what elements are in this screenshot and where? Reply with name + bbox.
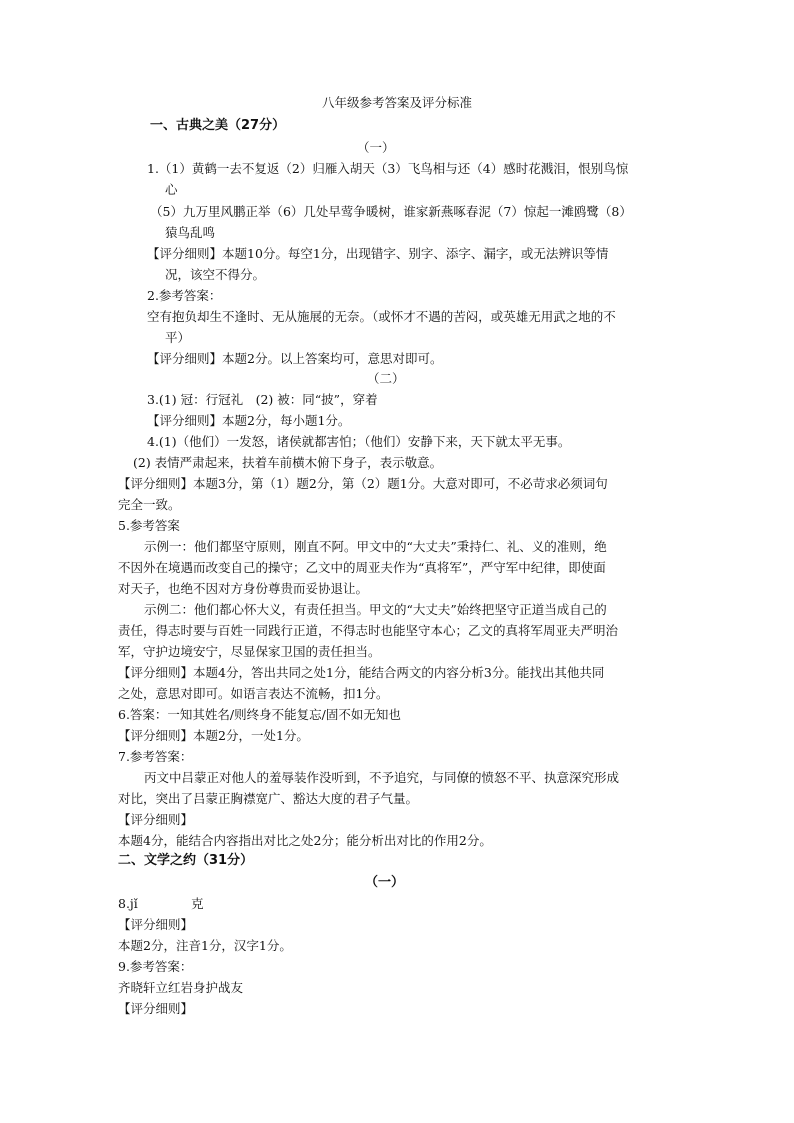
- section-2-heading: 二、文学之约（31分）: [118, 853, 254, 868]
- q3-answer: 3.(1) 冠：行冠礼 (2) 被：同“披”，穿着: [147, 392, 378, 407]
- q7-answer-line-2: 对比，突出了吕蒙正胸襟宽广、豁达大度的君子气量。: [118, 791, 419, 806]
- q8-scoring-rule-heading: 【评分细则】: [118, 917, 194, 932]
- q2-heading: 2.参考答案：: [147, 288, 222, 303]
- q8-scoring-rule: 本题2分，注音1分，汉字1分。: [118, 938, 292, 953]
- q7-heading: 7.参考答案：: [118, 749, 193, 764]
- q1-answer-line-1: 1.（1）黄鹤一去不复返（2）归雁入胡天（3）飞鸟相与还（4）感时花溅泪，恨别鸟惊: [147, 161, 629, 176]
- q2-scoring-rule: 【评分细则】本题2分。以上答案均可，意思对即可。: [147, 351, 443, 366]
- q4-answer-line-1: 4.(1)（他们）一发怒，诸侯就都害怕；（他们）安静下来，天下就太平无事。: [147, 434, 571, 449]
- q9-scoring-rule-heading: 【评分细则】: [118, 1001, 194, 1016]
- q1-answer-line-4: 猿鸟乱鸣: [165, 225, 216, 240]
- q8-answer-pinyin: 8.jǐ: [118, 896, 138, 911]
- q4-scoring-rule-line-1: 【评分细则】本题3分，第（1）题2分，第（2）题1分。大意对即可，不必苛求必须词句: [118, 476, 608, 491]
- q4-answer-line-2: (2) 表情严肃起来，扶着车前横木俯下身子，表示敬意。: [133, 455, 443, 470]
- q3-scoring-rule: 【评分细则】本题2分，每小题1分。: [147, 413, 351, 428]
- q1-answer-line-3: （5）九万里风鹏正举（6）几处早莺争暖树，谁家新燕啄春泥（7）惊起一滩鸥鹭（8）: [150, 204, 632, 219]
- q5-scoring-rule-line-2: 之处，意思对即可。如语言表达不流畅，扣1分。: [118, 686, 389, 701]
- q7-scoring-rule-heading: 【评分细则】: [118, 812, 194, 827]
- q7-answer-line-1: 丙文中吕蒙正对他人的羞辱装作没听到，不予追究，与同僚的愤怒不平、执意深究形成: [144, 770, 620, 785]
- q9-heading: 9.参考答案：: [118, 959, 193, 974]
- section-1-part-1-label: （一）: [357, 140, 395, 155]
- q8-answer-character: 克: [191, 896, 204, 911]
- q4-scoring-rule-line-2: 完全一致。: [118, 497, 181, 512]
- q2-answer-line-1: 空有抱负却生不逢时、无从施展的无奈。（或怀才不遇的苦闷，或英雄无用武之地的不: [147, 309, 616, 324]
- q1-answer-line-2: 心: [165, 182, 178, 197]
- q5-example-2-line-3: 军，守护边境安宁，尽显保家卫国的责任担当。: [118, 644, 381, 659]
- q5-example-1-line-1: 示例一：他们都坚守原则，刚直不阿。甲文中的“大丈夫”秉持仁、礼、义的准则，绝: [144, 539, 607, 554]
- q5-heading: 5.参考答案: [118, 518, 180, 533]
- q5-example-2-line-1: 示例二：他们都心怀大义，有责任担当。甲文的“大丈夫”始终把坚守正道当成自己的: [144, 602, 607, 617]
- q5-example-2-line-2: 责任，得志时要与百姓一同践行正道，不得志时也能坚守本心；乙文的真将军周亚夫严明治: [118, 623, 619, 638]
- q6-scoring-rule: 【评分细则】本题2分，一处1分。: [118, 728, 309, 743]
- q7-scoring-rule: 本题4分，能结合内容指出对比之处2分；能分析出对比的作用2分。: [118, 833, 492, 848]
- q5-scoring-rule-line-1: 【评分细则】本题4分，答出共同之处1分，能结合两文的内容分析3分。能找出其他共同: [118, 665, 605, 680]
- q1-scoring-rule-line-1: 【评分细则】本题10分。每空1分，出现错字、别字、添字、漏字，或无法辨识等情: [147, 246, 609, 261]
- q1-scoring-rule-line-2: 况，该空不得分。: [165, 267, 266, 282]
- q9-answer: 齐晓轩立红岩身护战友: [118, 980, 244, 995]
- q2-answer-line-2: 平）: [165, 330, 191, 345]
- section-1-heading: 一、古典之美（27分）: [150, 118, 286, 133]
- q5-example-1-line-3: 对天子，也绝不因对方身份尊贵而妥协退让。: [118, 581, 369, 596]
- section-2-part-1-label: （一）: [365, 875, 405, 890]
- q6-answer: 6.答案：一知其姓名/则终身不能复忘/固不如无知也: [118, 707, 401, 722]
- section-1-part-2-label: （二）: [367, 371, 405, 386]
- document-title: 八年级参考答案及评分标准: [321, 95, 472, 110]
- q5-example-1-line-2: 不因外在境遇而改变自己的操守；乙文中的周亚夫作为“真将军”，严守军中纪律，即使面: [118, 560, 606, 575]
